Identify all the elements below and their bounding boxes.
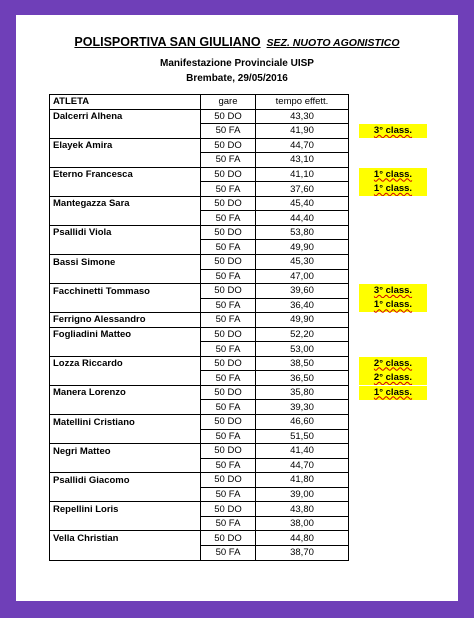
race-type: 50 DO	[201, 385, 256, 400]
race-time: 37,60	[256, 182, 349, 197]
athlete-name-empty	[50, 124, 201, 139]
results-body	[50, 95, 431, 561]
race-time: 38,00	[256, 516, 349, 531]
athlete-name: Ferrigno Alessandro	[50, 313, 201, 328]
table-row	[50, 400, 431, 415]
ranking-label: 3° class.	[373, 284, 413, 296]
athlete-name-empty	[50, 545, 201, 560]
race-type: 50 DO	[201, 356, 256, 371]
ranking-cell	[349, 255, 431, 270]
race-time: 44,40	[256, 211, 349, 226]
race-type: 50 FA	[201, 429, 256, 444]
ranking-cell	[349, 473, 431, 488]
race-time: 39,30	[256, 400, 349, 415]
race-type: 50 FA	[201, 545, 256, 560]
table-row	[50, 109, 431, 124]
athlete-name: Manera Lorenzo	[50, 385, 201, 400]
ranking-cell	[349, 429, 431, 444]
ranking-cell	[349, 356, 431, 371]
header-class-spacer	[349, 95, 431, 110]
ranking-cell	[349, 415, 431, 430]
race-type: 50 FA	[201, 400, 256, 415]
race-time: 39,00	[256, 487, 349, 502]
ranking-cell	[349, 269, 431, 284]
athlete-name-empty	[50, 240, 201, 255]
ranking-cell	[349, 400, 431, 415]
race-type: 50 FA	[201, 458, 256, 473]
race-type: 50 FA	[201, 124, 256, 139]
race-type: 50 DO	[201, 167, 256, 182]
ranking-cell	[349, 487, 431, 502]
race-type: 50 DO	[201, 138, 256, 153]
table-row	[50, 298, 431, 313]
race-time: 41,10	[256, 167, 349, 182]
header-time: tempo effett.	[256, 95, 349, 110]
athlete-name-empty	[50, 371, 201, 386]
race-type: 50 DO	[201, 284, 256, 299]
table-row	[50, 255, 431, 270]
athlete-name-empty	[50, 298, 201, 313]
event-name: Manifestazione Provinciale UISP	[160, 58, 314, 69]
ranking-cell	[349, 182, 431, 197]
ranking-cell	[349, 124, 431, 139]
ranking-cell	[349, 284, 431, 299]
race-time: 38,50	[256, 356, 349, 371]
ranking-badge	[359, 182, 427, 196]
race-time: 53,80	[256, 225, 349, 240]
race-time: 36,50	[256, 371, 349, 386]
athlete-name: Fogliadini Matteo	[50, 327, 201, 342]
athlete-name-empty	[50, 342, 201, 357]
table-row	[50, 313, 431, 328]
ranking-badge	[359, 371, 427, 385]
table-row	[50, 284, 431, 299]
ranking-label: 1° class.	[373, 386, 413, 398]
athlete-name: Psallidi Viola	[50, 225, 201, 240]
race-time: 49,90	[256, 313, 349, 328]
race-type: 50 FA	[201, 371, 256, 386]
race-time: 53,00	[256, 342, 349, 357]
ranking-badge	[359, 284, 427, 298]
table-row	[50, 385, 431, 400]
ranking-label: 1° class.	[373, 168, 413, 180]
ranking-cell	[349, 313, 431, 328]
race-type: 50 DO	[201, 109, 256, 124]
ranking-label: 2° class.	[373, 357, 413, 369]
table-row	[50, 415, 431, 430]
athlete-name-empty	[50, 182, 201, 197]
athlete-name-empty	[50, 400, 201, 415]
athlete-name: Matellini Cristiano	[50, 415, 201, 430]
table-row	[50, 487, 431, 502]
ranking-badge	[359, 357, 427, 371]
ranking-cell	[349, 109, 431, 124]
race-type: 50 DO	[201, 327, 256, 342]
race-time: 49,90	[256, 240, 349, 255]
place-date: Brembate, 29/05/2016	[186, 73, 288, 84]
race-type: 50 FA	[201, 240, 256, 255]
table-row	[50, 516, 431, 531]
race-type: 50 FA	[201, 298, 256, 313]
table-row	[50, 371, 431, 386]
table-row	[50, 211, 431, 226]
athlete-name-empty	[50, 516, 201, 531]
ranking-badge	[359, 298, 427, 312]
header-athlete: ATLETA	[50, 95, 201, 110]
race-type: 50 FA	[201, 153, 256, 168]
ranking-cell	[349, 385, 431, 400]
race-type: 50 DO	[201, 502, 256, 517]
table-row	[50, 167, 431, 182]
athlete-name-empty	[50, 458, 201, 473]
race-time: 52,20	[256, 327, 349, 342]
race-type: 50 DO	[201, 531, 256, 546]
race-type: 50 DO	[201, 255, 256, 270]
table-header-row	[50, 95, 431, 110]
race-time: 43,80	[256, 502, 349, 517]
athlete-name: Repellini Loris	[50, 502, 201, 517]
athlete-name: Vella Christian	[50, 531, 201, 546]
race-time: 39,60	[256, 284, 349, 299]
ranking-cell	[349, 502, 431, 517]
race-type: 50 DO	[201, 444, 256, 459]
race-type: 50 DO	[201, 225, 256, 240]
ranking-cell	[349, 458, 431, 473]
ranking-cell	[349, 240, 431, 255]
race-time: 51,50	[256, 429, 349, 444]
table-row	[50, 138, 431, 153]
ranking-badge	[359, 168, 427, 182]
race-time: 41,80	[256, 473, 349, 488]
race-time: 41,40	[256, 444, 349, 459]
athlete-name-empty	[50, 429, 201, 444]
document-page	[16, 15, 458, 601]
race-type: 50 FA	[201, 342, 256, 357]
ranking-cell	[349, 138, 431, 153]
athlete-name: Lozza Riccardo	[50, 356, 201, 371]
race-time: 45,40	[256, 196, 349, 211]
table-row	[50, 196, 431, 211]
ranking-cell	[349, 545, 431, 560]
race-time: 47,00	[256, 269, 349, 284]
ranking-badge	[359, 386, 427, 400]
race-type: 50 FA	[201, 313, 256, 328]
table-row	[50, 124, 431, 139]
race-time: 36,40	[256, 298, 349, 313]
section-name: SEZ. NUOTO AGONISTICO	[266, 37, 400, 49]
table-row	[50, 473, 431, 488]
race-time: 41,90	[256, 124, 349, 139]
table-row	[50, 545, 431, 560]
race-type: 50 FA	[201, 516, 256, 531]
ranking-cell	[349, 196, 431, 211]
table-row	[50, 531, 431, 546]
ranking-cell	[349, 444, 431, 459]
ranking-cell	[349, 371, 431, 386]
table-row	[50, 429, 431, 444]
header-races: gare	[201, 95, 256, 110]
athlete-name-empty	[50, 153, 201, 168]
race-time: 38,70	[256, 545, 349, 560]
athlete-name-empty	[50, 487, 201, 502]
race-type: 50 DO	[201, 196, 256, 211]
race-type: 50 FA	[201, 211, 256, 226]
ranking-cell	[349, 531, 431, 546]
athlete-name: Elayek Amira	[50, 138, 201, 153]
race-time: 46,60	[256, 415, 349, 430]
athlete-name: Mantegazza Sara	[50, 196, 201, 211]
results-table	[49, 94, 431, 561]
athlete-name: Bassi Simone	[50, 255, 201, 270]
ranking-cell	[349, 516, 431, 531]
table-row	[50, 269, 431, 284]
athlete-name: Eterno Francesca	[50, 167, 201, 182]
ranking-cell	[349, 225, 431, 240]
athlete-name: Negri Matteo	[50, 444, 201, 459]
ranking-cell	[349, 327, 431, 342]
athlete-name-empty	[50, 269, 201, 284]
org-name: POLISPORTIVA SAN GIULIANO	[74, 35, 261, 49]
table-row	[50, 502, 431, 517]
race-time: 35,80	[256, 385, 349, 400]
table-row	[50, 225, 431, 240]
race-time: 43,30	[256, 109, 349, 124]
table-row	[50, 182, 431, 197]
table-row	[50, 327, 431, 342]
race-time: 44,80	[256, 531, 349, 546]
race-type: 50 FA	[201, 269, 256, 284]
table-row	[50, 342, 431, 357]
ranking-label: 1° class.	[373, 183, 413, 195]
race-time: 44,70	[256, 138, 349, 153]
ranking-cell	[349, 298, 431, 313]
table-row	[50, 458, 431, 473]
race-type: 50 FA	[201, 182, 256, 197]
race-time: 43,10	[256, 153, 349, 168]
ranking-cell	[349, 153, 431, 168]
athlete-name: Facchinetti Tommaso	[50, 284, 201, 299]
ranking-badge	[359, 124, 427, 138]
race-time: 44,70	[256, 458, 349, 473]
athlete-name: Dalcerri Alhena	[50, 109, 201, 124]
ranking-cell	[349, 211, 431, 226]
table-row	[50, 240, 431, 255]
document-title	[16, 35, 458, 49]
ranking-label: 3° class.	[373, 124, 413, 136]
table-row	[50, 444, 431, 459]
race-type: 50 DO	[201, 415, 256, 430]
ranking-cell	[349, 167, 431, 182]
ranking-label: 2° class.	[373, 372, 413, 384]
race-time: 45,30	[256, 255, 349, 270]
ranking-cell	[349, 342, 431, 357]
race-type: 50 DO	[201, 473, 256, 488]
ranking-label: 1° class.	[373, 299, 413, 311]
athlete-name: Psallidi Giacomo	[50, 473, 201, 488]
race-type: 50 FA	[201, 487, 256, 502]
table-row	[50, 356, 431, 371]
table-row	[50, 153, 431, 168]
athlete-name-empty	[50, 211, 201, 226]
